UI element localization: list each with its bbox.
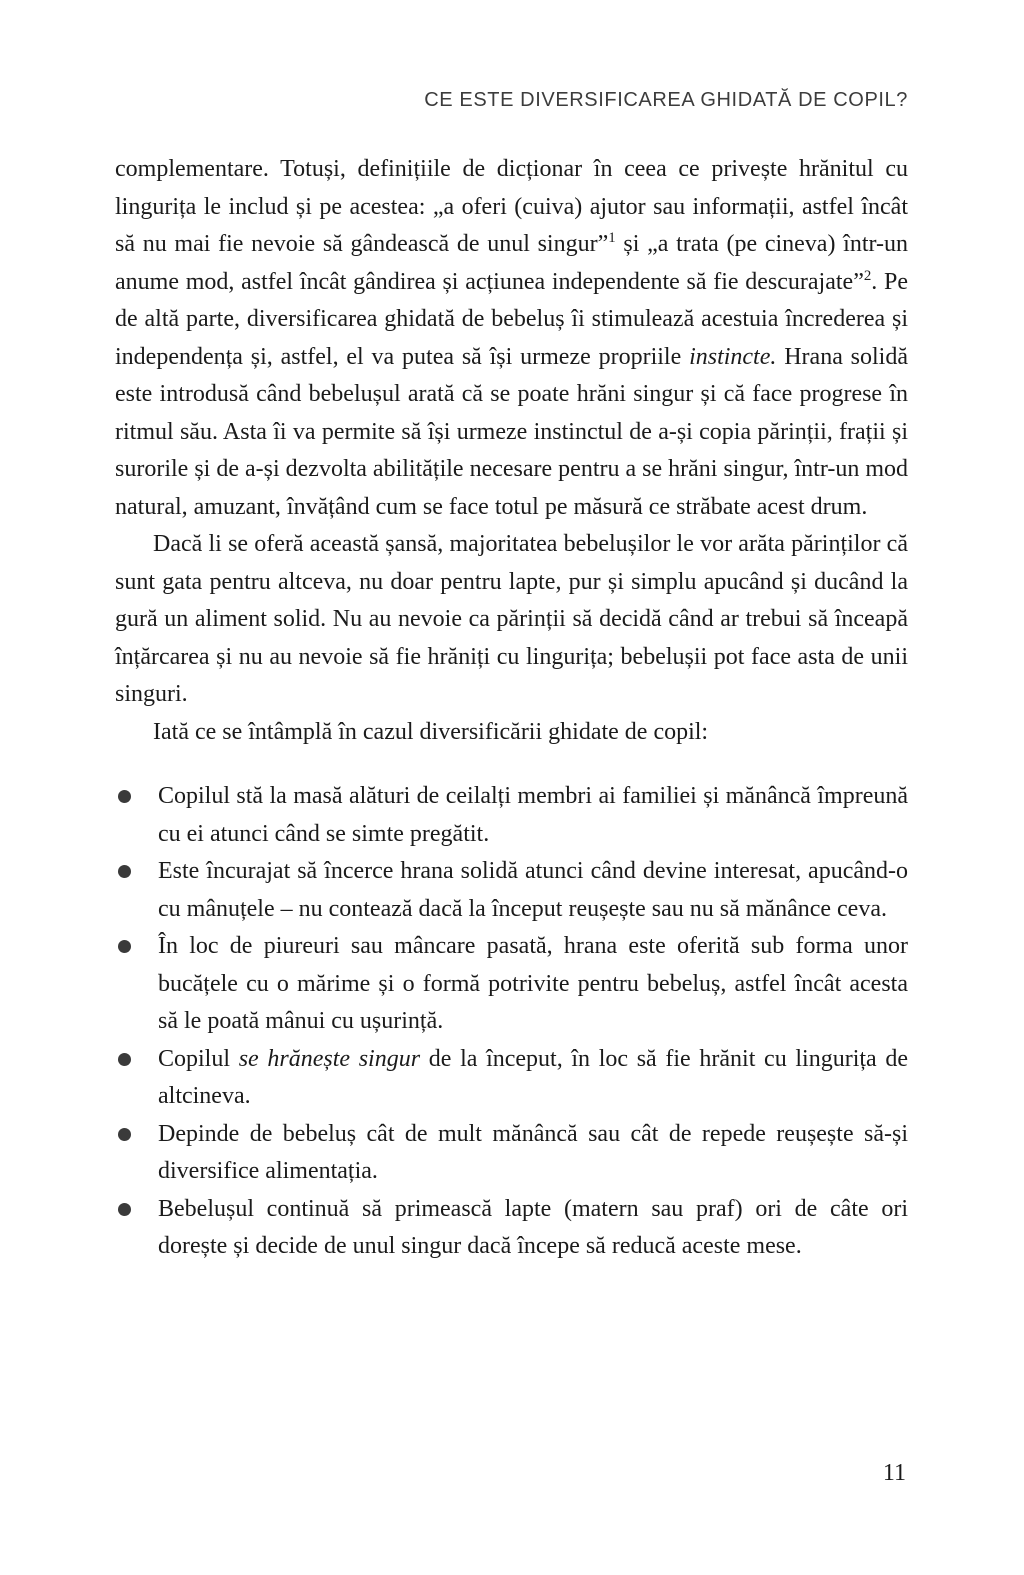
emphasized-text: se hrănește singur	[238, 1045, 421, 1072]
emphasized-text: instincte.	[689, 343, 777, 370]
list-item-text	[158, 1041, 908, 1116]
list-item	[115, 778, 908, 853]
paragraph-3: Iată ce se întâmplă în cazul diversificării ghidate de copil:	[153, 718, 709, 745]
text-segment: de la început, în loc să fie hrănit cu lingurița de altcineva.	[158, 1045, 909, 1109]
list-item	[115, 1116, 908, 1191]
list-item-text: Este încurajat să încerce hrana solidă atunci când devine interesat, apucând-o cu mânuțele – nu contează dacă la început reușește sau nu să mănânce ceva.	[158, 858, 908, 922]
text-segment: Copilul	[158, 1045, 239, 1072]
list-item	[115, 1191, 908, 1266]
bullet-icon	[118, 790, 131, 803]
list-item	[115, 928, 908, 1041]
bullet-list	[115, 778, 908, 1266]
footnote-marker-2: 2	[863, 267, 872, 284]
text-segment: . Pe de altă parte, diversificarea ghidată de bebeluș îi stimulează acestuia încrederea și independența și, astfel, el va putea să își urmeze propriile	[115, 268, 908, 370]
paragraph-1	[115, 151, 908, 526]
text-segment: și „a trata (pe cineva) într-un anume mod, astfel încât gândirea și acțiunea independente să fie descurajate”	[115, 231, 909, 295]
page-body	[115, 151, 908, 1266]
paragraph-2: Dacă li se oferă această șansă, majoritatea bebelușilor le vor arăta părinților că sunt gata pentru altceva, nu doar pentru lapte, pur și simplu apucând și ducând la gură un aliment solid. Nu au nevoie ca părinții să decidă când ar trebui să înceapă înțărcarea și nu au nevoie să fie hrăniți cu lingurița; bebelușii pot face asta de unii singuri.	[115, 531, 908, 707]
list-item-text: În loc de piureuri sau mâncare pasată, hrana este oferită sub forma unor bucățele cu o mărime și o formă potrivite pentru bebeluș, astfel încât acesta să le poată mânui cu ușurință.	[158, 933, 908, 1034]
list-item-text: Depinde de bebeluș cât de mult mănâncă sau cât de repede reușește să-și diversifice alimentația.	[158, 1120, 908, 1184]
list-item-text: Bebelușul continuă să primească lapte (matern sau praf) ori de câte ori dorește și decide de unul singur dacă începe să reducă aceste mese.	[158, 1195, 908, 1259]
text-segment: complementare. Totuși, definițiile de dicționar în ceea ce privește hrănitul cu lingurița le includ și pe acestea: „a oferi (cuiva) ajutor sau informații, astfel încât să nu mai fie nevoie să gândească de unul singur”	[115, 156, 908, 257]
bullet-icon	[118, 865, 131, 878]
bullet-icon	[118, 940, 131, 953]
bullet-icon	[118, 1128, 131, 1141]
bullet-icon	[118, 1053, 131, 1066]
running-header: CE ESTE DIVERSIFICAREA GHIDATĂ DE COPIL?	[424, 89, 908, 111]
list-item	[115, 853, 908, 928]
list-item-text: Copilul stă la masă alături de ceilalți membri ai familiei și mănâncă împreună cu ei atunci când se simte pregătit.	[158, 783, 908, 847]
page-number: 11	[882, 1460, 906, 1486]
bullet-icon	[118, 1203, 131, 1216]
footnote-marker-1: 1	[608, 230, 616, 246]
text-segment: Hrana solidă este introdusă când bebelușul arată că se poate hrăni singur și că face progrese în ritmul său. Asta îi va permite să își urmeze instinctul de a-și copia părinții, frații și surorile și de a-și dezvolta abilitățile necesare pentru a se hrăni singur, într-un mod natural, amuzant, învățând cum se face totul pe măsură ce străbate acest drum.	[115, 343, 908, 520]
list-item	[115, 1041, 908, 1116]
